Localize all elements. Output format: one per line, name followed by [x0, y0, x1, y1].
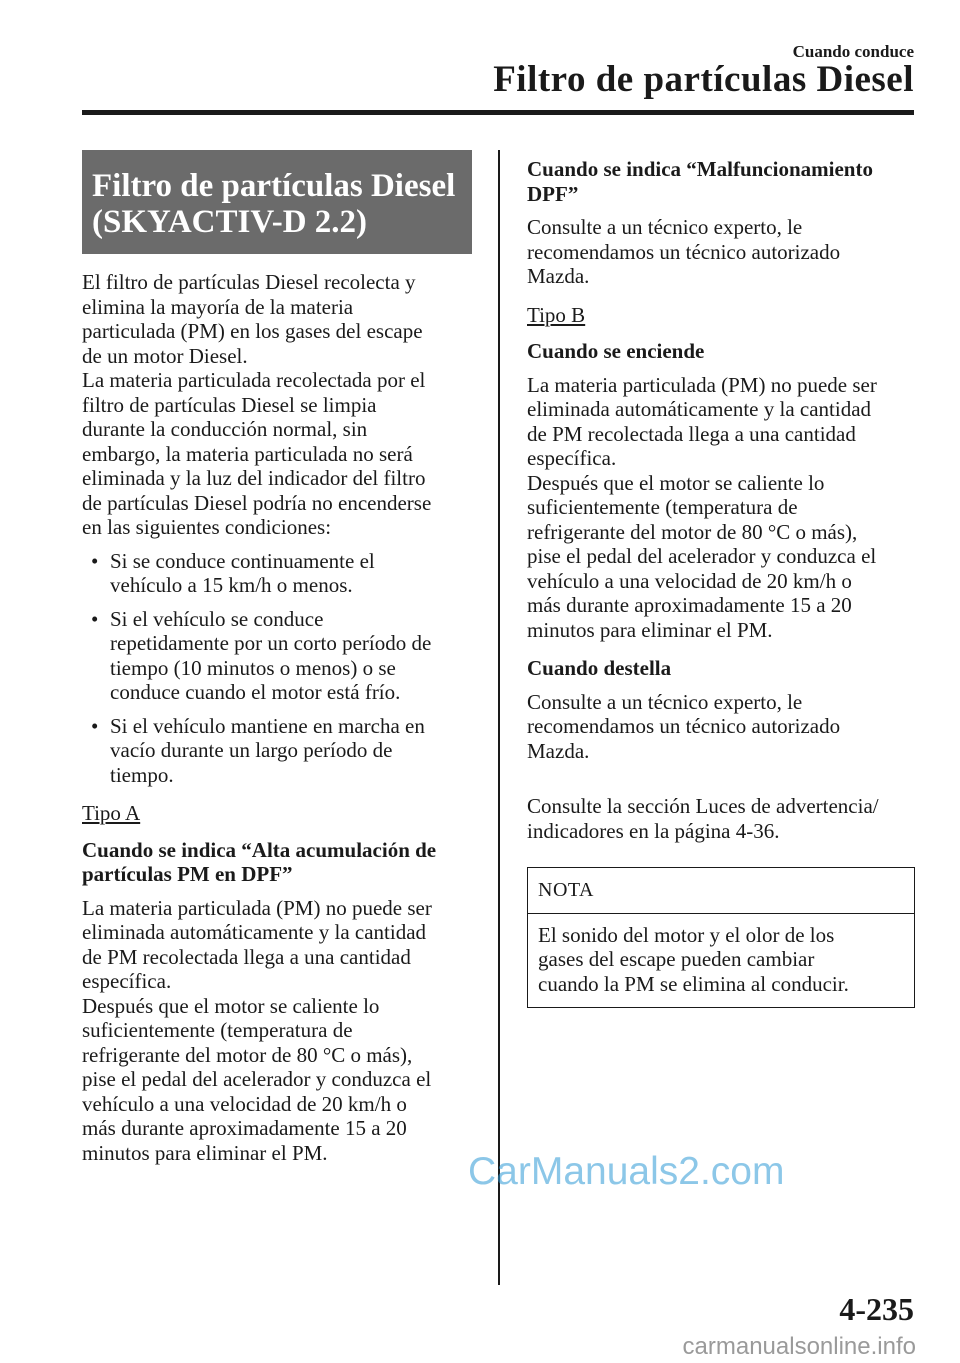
text-line: más durante aproximadamente 15 a 20	[527, 593, 852, 617]
note-box	[527, 867, 915, 1008]
text-line: Si el vehículo se conduce	[110, 606, 324, 631]
text-line: Consulte a un técnico experto, le	[527, 689, 803, 714]
text-line: gases del escape pueden cambiar	[538, 947, 815, 971]
text-line: suficientemente (temperatura de	[527, 495, 798, 519]
text-line: indicadores en la página 4-36.	[527, 818, 780, 843]
intro-paragraph	[82, 270, 472, 540]
note-body	[528, 914, 914, 1008]
text-line: La materia particulada (PM) no puede ser	[82, 895, 432, 920]
text-line: específica.	[527, 446, 617, 470]
right-column	[527, 157, 917, 1008]
bullet-icon: •	[91, 548, 99, 573]
footer-watermark: carmanualsonline.info	[682, 1333, 916, 1360]
text-line: de PM recolectada llega a una cantidad	[82, 944, 411, 969]
text-line: El sonido del motor y el olor de los	[538, 922, 835, 947]
list-item	[82, 549, 472, 598]
text-line: Después que el motor se caliente lo	[82, 993, 380, 1018]
text-line: más durante aproximadamente 15 a 20	[82, 1116, 407, 1140]
text-line: minutos para eliminar el PM.	[527, 617, 773, 642]
text-line: vehículo a 15 km/h o menos.	[110, 573, 353, 597]
text-line: partículas PM en DPF”	[82, 862, 293, 886]
note-heading: NOTA	[528, 868, 914, 914]
text-line: Consulte la sección Luces de advertencia/	[527, 794, 879, 818]
type-a-heading	[82, 838, 472, 887]
text-line: refrigerante del motor de 80 °C o más),	[82, 1042, 413, 1067]
text-line: particulada (PM) en los gases del escape	[82, 319, 423, 343]
text-line: tiempo (10 minutos o menos) o se	[110, 655, 396, 680]
flash-body	[527, 690, 917, 764]
list-item	[82, 714, 472, 788]
text-line: Si se conduce continuamente el	[110, 548, 375, 573]
malfunction-body	[527, 215, 917, 289]
text-line: pise el pedal del acelerador y conduzca el	[82, 1067, 432, 1091]
text-line: El filtro de partículas Diesel recolecta y	[82, 270, 416, 294]
text-line: en las siguientes condiciones:	[82, 515, 332, 539]
header-title: Filtro de partículas Diesel	[493, 59, 914, 100]
text-line: vehículo a una velocidad de 20 km/h o	[527, 568, 852, 593]
text-line: de un motor Diesel.	[82, 343, 248, 368]
type-a-label: Tipo A	[82, 801, 141, 825]
text-line: Cuando se indica “Malfuncionamiento	[527, 157, 873, 181]
text-line: específica.	[82, 969, 172, 993]
lit-body	[527, 373, 917, 643]
type-b-label: Tipo B	[527, 302, 586, 327]
text-line: recomendamos un técnico autorizado	[527, 714, 841, 738]
text-line: suficientemente (temperatura de	[82, 1018, 353, 1042]
text-line: Consulte a un técnico experto, le	[527, 215, 803, 239]
section-title-line-2: (SKYACTIV-D 2.2)	[92, 204, 368, 240]
text-line: Después que el motor se caliente lo	[527, 470, 825, 495]
watermark: CarManuals2.com	[468, 1150, 785, 1193]
text-line: cuando la PM se elimina al conducir.	[538, 971, 849, 996]
text-line: eliminada automáticamente y la cantidad	[527, 397, 872, 421]
condition-list	[82, 549, 472, 788]
bullet-icon: •	[91, 606, 99, 631]
header-section: Cuando conduce	[792, 42, 914, 61]
header-rule	[82, 110, 914, 115]
text-line: pise el pedal del acelerador y conduzca el	[527, 544, 877, 568]
text-line: La materia particulada recolectada por el	[82, 368, 426, 392]
text-line: vehículo a una velocidad de 20 km/h o	[82, 1091, 407, 1116]
page-number: 4-235	[839, 1291, 914, 1327]
text-line: de partículas Diesel podría no encenderse	[82, 490, 432, 515]
text-line: Si el vehículo mantiene en marcha en	[110, 713, 425, 738]
section-title-line-1: Filtro de partículas Diesel	[92, 168, 456, 204]
reference-text	[527, 794, 917, 843]
text-line: Mazda.	[527, 738, 590, 763]
type-a-body	[82, 896, 472, 1166]
text-line: Mazda.	[527, 264, 590, 288]
text-line: eliminada y la luz del indicador del filtro	[82, 466, 426, 490]
column-divider	[498, 150, 500, 1285]
text-line: filtro de partículas Diesel se limpia	[82, 392, 377, 417]
text-line: repetidamente por un corto período de	[110, 631, 432, 655]
text-line: DPF”	[527, 181, 579, 206]
text-line: recomendamos un técnico autorizado	[527, 239, 841, 264]
text-line: durante la conducción normal, sin	[82, 417, 368, 441]
flash-heading: Cuando destella	[527, 656, 672, 680]
text-line: elimina la mayoría de la materia	[82, 294, 354, 319]
text-line: Cuando se indica “Alta acumulación de	[82, 837, 437, 862]
text-line: embargo, la materia particulada no será	[82, 441, 413, 466]
text-line: eliminada automáticamente y la cantidad	[82, 920, 427, 944]
text-line: vacío durante un largo período de	[110, 738, 393, 762]
left-column	[82, 150, 472, 1174]
lit-heading: Cuando se enciende	[527, 339, 705, 363]
malfunction-heading	[527, 157, 917, 206]
section-title-box	[82, 150, 472, 254]
bullet-icon: •	[91, 713, 99, 738]
text-line: La materia particulada (PM) no puede ser	[527, 372, 877, 397]
text-line: conduce cuando el motor está frío.	[110, 680, 401, 704]
text-line: tiempo.	[110, 762, 174, 787]
text-line: de PM recolectada llega a una cantidad	[527, 421, 856, 446]
list-item	[82, 607, 472, 705]
text-line: refrigerante del motor de 80 °C o más),	[527, 519, 858, 544]
text-line: minutos para eliminar el PM.	[82, 1140, 328, 1165]
